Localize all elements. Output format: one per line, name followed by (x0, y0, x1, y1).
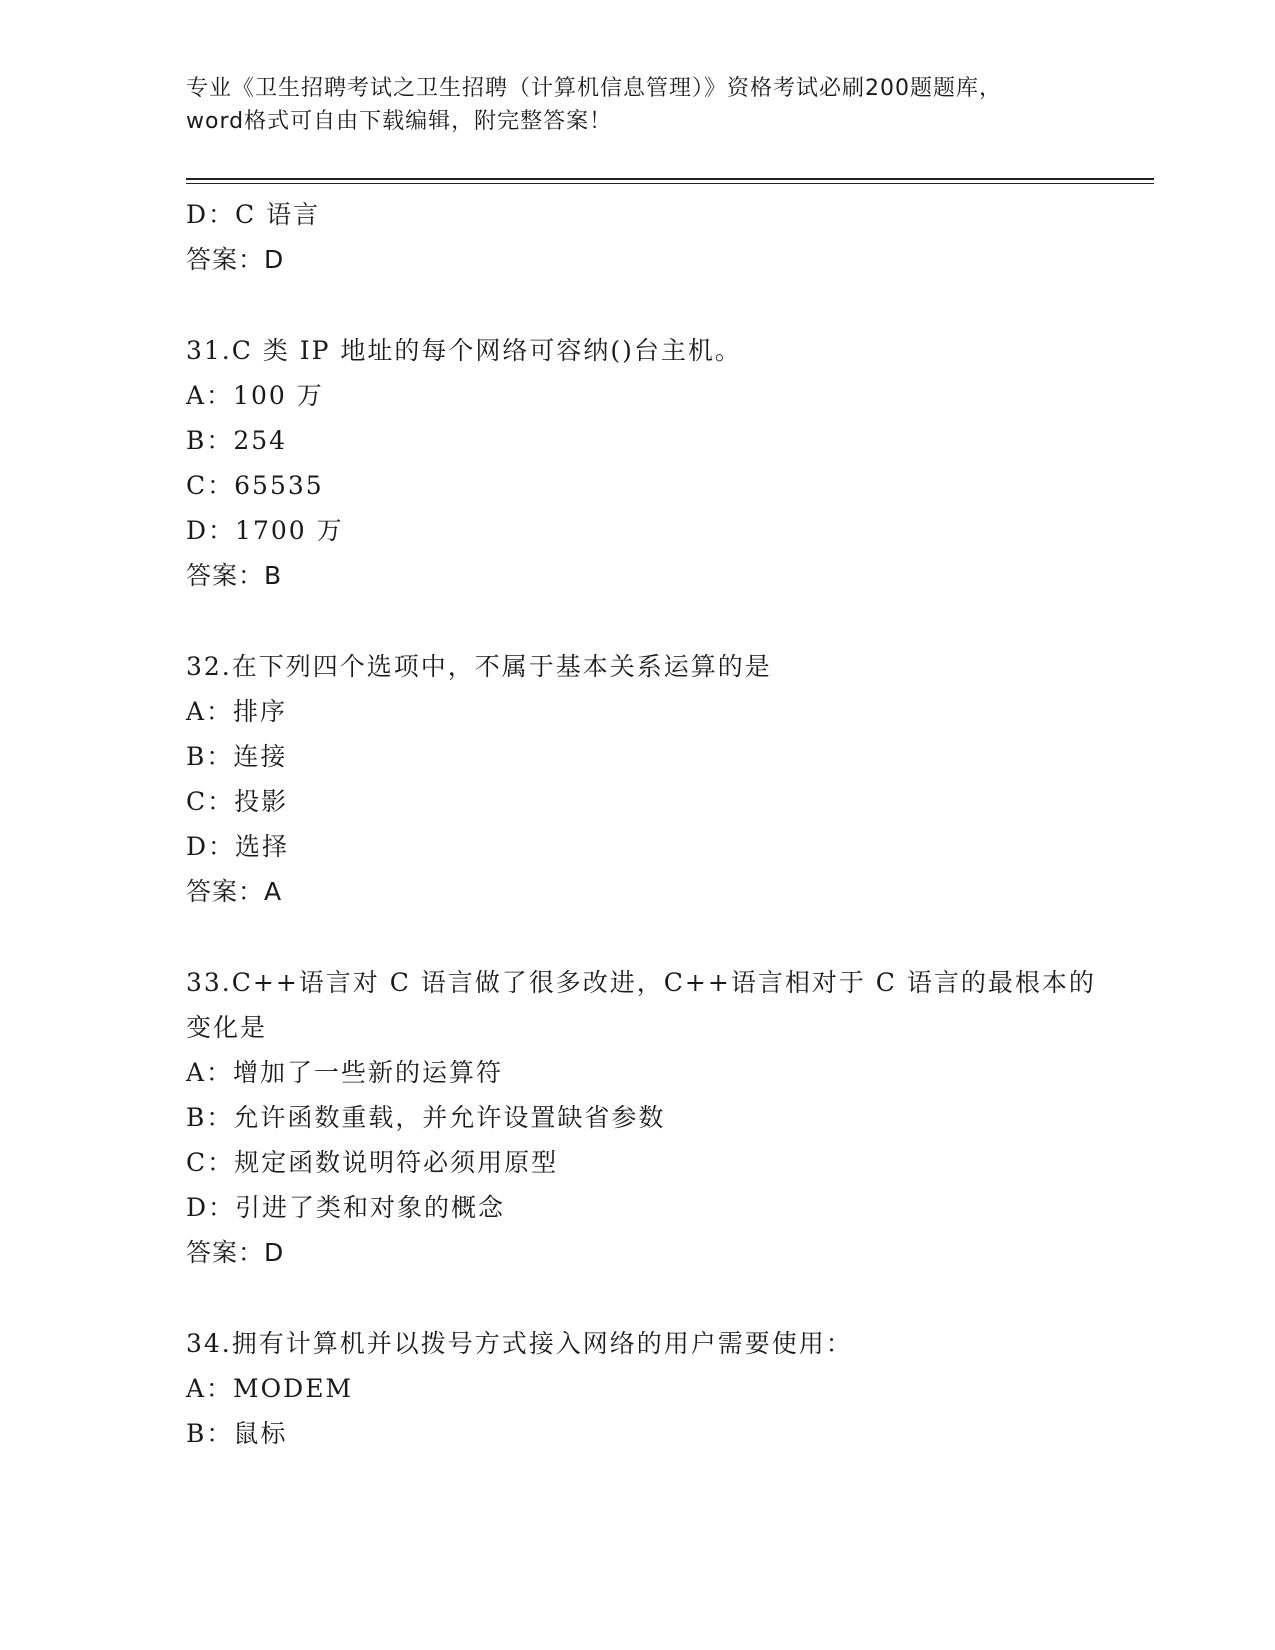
option-a: A：100 万 (186, 381, 324, 410)
header-title-line-2: word格式可自由下载编辑，附完整答案！ (186, 109, 613, 134)
question-stem-line-1: 33.C++语言对 C 语言做了很多改进，C++语言相对于 C 语言的最根本的 (186, 968, 1096, 997)
spacer (186, 598, 1086, 644)
spacer (186, 1275, 1086, 1321)
question-stem: 31.C 类 IP 地址的每个网络可容纳()台主机。 (186, 336, 742, 365)
question-stem-line-2: 变化是 (186, 1013, 268, 1042)
document-header (186, 72, 1086, 138)
spacer (186, 282, 1086, 328)
question-33 (186, 960, 1096, 1275)
option-d: D：1700 万 (186, 516, 344, 545)
option-c: C：65535 (186, 471, 324, 500)
option-b: B：允许函数重载，并允许设置缺省参数 (186, 1103, 666, 1132)
answer: 答案：D (186, 1238, 285, 1267)
answer: 答案：A (186, 877, 283, 906)
question-32 (186, 644, 1086, 914)
question-list (186, 192, 1096, 1456)
header-title-line-1: 专业《卫生招聘考试之卫生招聘（计算机信息管理）》资格考试必刷200题题库， (186, 76, 1002, 101)
option-b: B：254 (186, 426, 288, 455)
option-a: A：MODEM (186, 1374, 354, 1403)
option-c: C：投影 (186, 787, 289, 816)
answer: 答案：D (186, 245, 285, 274)
answer: 答案：B (186, 561, 283, 590)
option-d: D：C 语言 (186, 200, 321, 229)
option-a: A：排序 (186, 697, 288, 726)
question-31 (186, 328, 1086, 598)
option-b: B：鼠标 (186, 1419, 288, 1448)
option-b: B：连接 (186, 742, 288, 771)
question-30-tail (186, 192, 1086, 282)
option-c: C：规定函数说明符必须用原型 (186, 1148, 559, 1177)
spacer (186, 914, 1086, 960)
question-stem: 34.拥有计算机并以拨号方式接入网络的用户需要使用： (186, 1329, 853, 1358)
question-stem: 32.在下列四个选项中，不属于基本关系运算的是 (186, 652, 772, 681)
header-divider-thin (186, 183, 1154, 184)
option-a: A：增加了一些新的运算符 (186, 1058, 504, 1087)
question-34 (186, 1321, 1086, 1456)
header-divider-thick (186, 178, 1154, 180)
option-d: D：引进了类和对象的概念 (186, 1193, 506, 1222)
option-d: D：选择 (186, 832, 290, 861)
